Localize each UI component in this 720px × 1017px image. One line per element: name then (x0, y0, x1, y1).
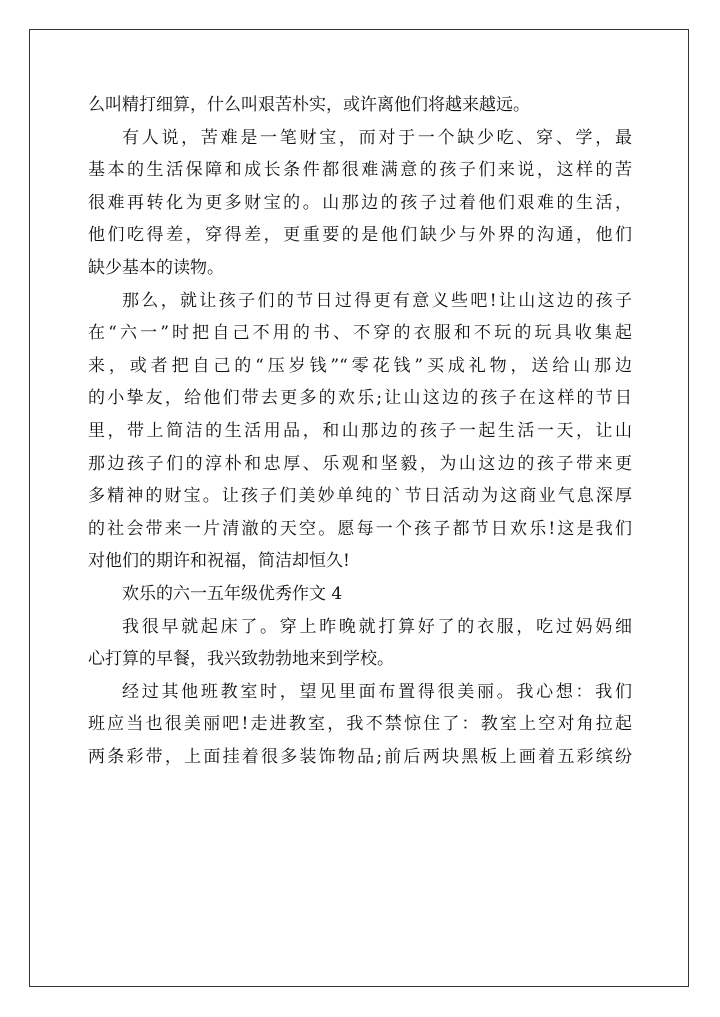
paragraph-start-line: 那么，就让孩子们的节日过得更有意义些吧!让山这边的孩子 (122, 290, 632, 311)
text-line: 多精神的财宝。让孩子们美妙单纯的`节日活动为这商业气息深厚 (88, 486, 632, 507)
document-body (88, 89, 632, 773)
paragraph-start-line: 我很早就起床了。穿上昨晚就打算好了的衣服，吃过妈妈细 (122, 616, 632, 637)
text-line: 来，或者把自己的“压岁钱”“零花钱”买成礼物，送给山那边 (88, 355, 632, 376)
text-line: 的小挚友，给他们带去更多的欢乐;让山这边的孩子在这样的节日 (88, 388, 632, 409)
paragraph-start-line: 经过其他班教室时，望见里面布置得很美丽。我心想：我们 (122, 681, 632, 702)
text-line: 里，带上简洁的生活用品，和山那边的孩子一起生活一天，让山 (88, 420, 632, 441)
text-line: 的社会带来一片清澈的天空。愿每一个孩子都节日欢乐!这是我们 (88, 518, 632, 539)
text-line: 对他们的期许和祝福，简洁却恒久! (88, 551, 350, 572)
text-line: 很难再转化为更多财宝的。山那边的孩子过着他们艰难的生活， (88, 192, 632, 213)
text-line: 两条彩带，上面挂着很多装饰物品;前后两块黑板上画着五彩缤纷 (88, 746, 632, 767)
text-line: 基本的生活保障和成长条件都很难满意的孩子们来说，这样的苦 (88, 160, 632, 181)
text-line: 班应当也很美丽吧!走进教室，我不禁惊住了：教室上空对角拉起 (88, 714, 632, 735)
paragraph-start-line: 有人说，苦难是一笔财宝，而对于一个缺少吃、穿、学，最 (122, 127, 632, 148)
text-line: 在“六一”时把自己不用的书、不穿的衣服和不玩的玩具收集起 (88, 323, 632, 344)
text-line: 他们吃得差，穿得差，更重要的是他们缺少与外界的沟通，他们 (88, 225, 632, 246)
text-line: 缺少基本的读物。 (88, 257, 224, 278)
section-heading: 欢乐的六一五年级优秀作文 4 (122, 583, 343, 604)
text-line: 心打算的早餐，我兴致勃勃地来到学校。 (88, 649, 394, 670)
text-line: 那边孩子们的淳朴和忠厚、乐观和坚毅，为山这边的孩子带来更 (88, 453, 632, 474)
text-line: 么叫精打细算，什么叫艰苦朴实，或许离他们将越来越远。 (88, 95, 530, 115)
